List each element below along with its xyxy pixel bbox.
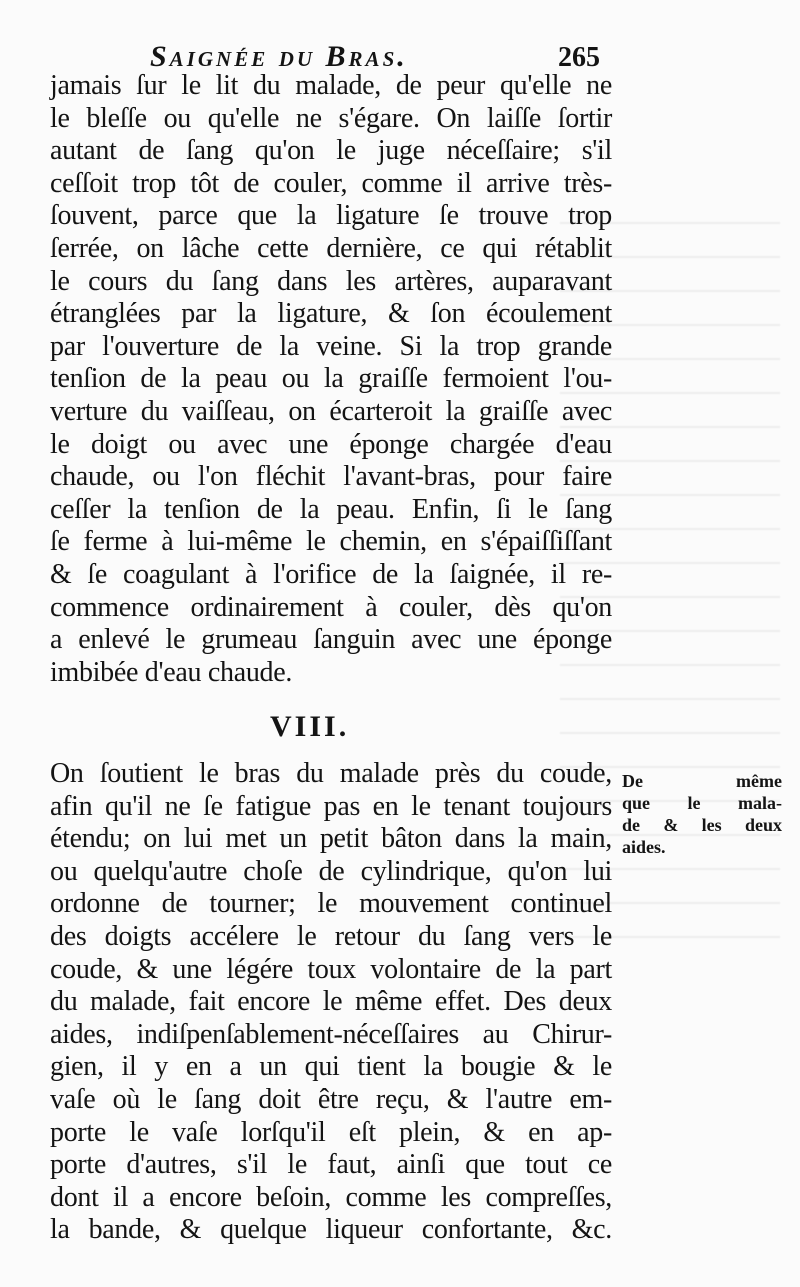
text-line: afin qu'il ne ſe fatigue pas en le tenant toujours	[50, 790, 612, 822]
text-line: ceſſoit trop tôt de couler, comme il arrive très-	[50, 167, 612, 199]
page-number: 265	[558, 42, 600, 73]
text-line: le bleſſe ou qu'elle ne s'égare. On laiſſe ſortir	[50, 102, 612, 134]
text-line: verture du vaiſſeau, on écarteroit la graiſſe avec	[50, 395, 612, 427]
margin-note	[622, 770, 792, 858]
text-line: a enlevé le grumeau ſanguin avec une éponge	[50, 624, 612, 656]
text-line: tenſion de la peau ou la graiſſe fermoient l'ou-	[50, 363, 612, 395]
text-line: porte d'autres, s'il le faut, ainſi que tout ce	[50, 1149, 612, 1181]
text-line: ſe ferme à lui-même le chemin, en s'épaiſſiſſant	[50, 526, 612, 558]
text-line: étranglées par la ligature, & ſon écoulement	[50, 298, 612, 330]
text-line: jamais ſur le lit du malade, de peur qu'elle ne	[50, 70, 612, 101]
text-line: ordonne de tourner; le mouvement continuel	[50, 888, 612, 920]
text-line: du malade, fait encore le même effet. Des deux	[50, 986, 612, 1018]
text-line: le cours du ſang dans les artères, auparavant	[50, 265, 612, 297]
text-line: On ſoutient le bras du malade près du coude,	[50, 758, 612, 789]
margin-note-line: aides.	[622, 837, 666, 857]
text-line: autant de ſang qu'on le juge néceſſaire; s'il	[50, 135, 612, 167]
text-line: ſerrée, on lâche cette dernière, ce qui rétablit	[50, 232, 612, 264]
text-line: vaſe où le ſang doit être reçu, & l'autre em-	[50, 1083, 612, 1115]
text-line: la bande, & quelque liqueur confortante, &c.	[50, 1214, 612, 1246]
margin-note-line: de & les deux	[622, 815, 782, 835]
text-line: dont il a encore beſoin, comme les compreſſes,	[50, 1181, 612, 1213]
text-line: ou quelqu'autre choſe de cylindrique, qu'on lui	[50, 855, 612, 887]
section-heading: VIII.	[270, 710, 350, 743]
text-line: imbibée d'eau chaude.	[50, 656, 293, 688]
text-line: ſouvent, parce que la ligature ſe trouve trop	[50, 200, 612, 232]
running-title: Saignée du Bras.	[150, 40, 408, 73]
text-line: ceſſer la tenſion de la peau. Enfin, ſi le ſang	[50, 493, 612, 525]
paragraph-2	[50, 758, 612, 1247]
margin-note-line: De même	[622, 771, 782, 791]
text-line: le doigt ou avec une éponge chargée d'eau	[50, 428, 612, 460]
text-line: par l'ouverture de la veine. Si la trop grande	[50, 330, 612, 362]
text-line: & ſe coagulant à l'orifice de la ſaignée, il re-	[50, 558, 612, 590]
text-line: des doigts accélere le retour du ſang vers le	[50, 920, 612, 952]
margin-note-line: que le mala-	[622, 793, 782, 813]
paragraph-1	[50, 70, 612, 689]
text-line: commence ordinairement à couler, dès qu'on	[50, 591, 612, 623]
text-line: chaude, ou l'on fléchit l'avant-bras, pour faire	[50, 461, 612, 493]
text-line: coude, & une légére toux volontaire de la part	[50, 953, 612, 985]
text-line: étendu; on lui met un petit bâton dans la main,	[50, 823, 612, 855]
text-line: aides, indiſpenſablement-néceſſaires au Chirur-	[50, 1018, 612, 1050]
text-line: gien, il y en a un qui tient la bougie & le	[50, 1051, 612, 1083]
text-line: porte le vaſe lorſqu'il eſt plein, & en ap-	[50, 1116, 612, 1148]
